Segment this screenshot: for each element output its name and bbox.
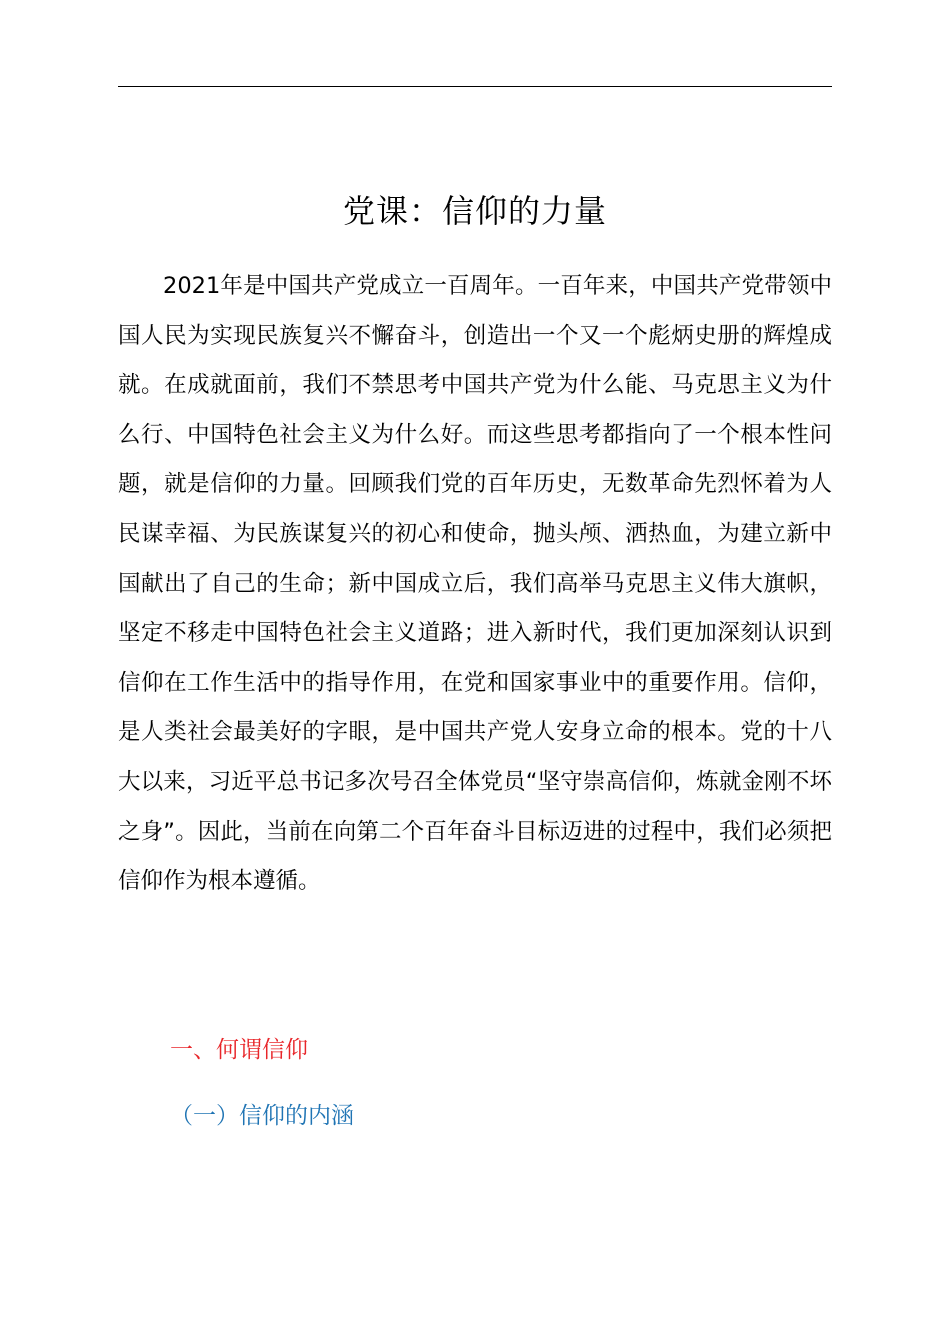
subsection-heading: （一）信仰的内涵 (170, 1103, 354, 1129)
section-heading: 一、何谓信仰 (170, 1037, 308, 1063)
document-title: 党课：信仰的力量 (342, 192, 607, 230)
intro-paragraph: 2021年是中国共产党成立一百周年。一百年来，中国共产党带领中国人民为实现民族复兴不懈奋斗，创造出一个又一个彪炳史册的辉煌成就。在成就面前，我们不禁思考中国共产党为什么能、马克思主义为什么行、中国特色社会主义为什么好。而这些思考都指向了一个根本性问题，就是信仰的力量。回顾我们党的百年历史，无数革命先烈怀着为人民谋幸福、为民族谋复兴的初心和使命，抛头颅、洒热血，为建立新中国献出了自己的生命；新中国成立后，我们高举马克思主义伟大旗帜，坚定不移走中国特色社会主义道路；进入新时代，我们更加深刻认识到信仰在工作生活中的指导作用，在党和国家事业中的重要作用。信仰，是人类社会最美好的字眼，是中国共产党人安身立命的根本。党的十八大以来，习近平总书记多次号召全体党员“坚守崇高信仰，炼就金刚不坏之身”。因此，当前在向第二个百年奋斗目标迈进的过程中，我们必须把信仰作为根本遵循。 (118, 273, 832, 895)
header-rule (118, 86, 832, 87)
